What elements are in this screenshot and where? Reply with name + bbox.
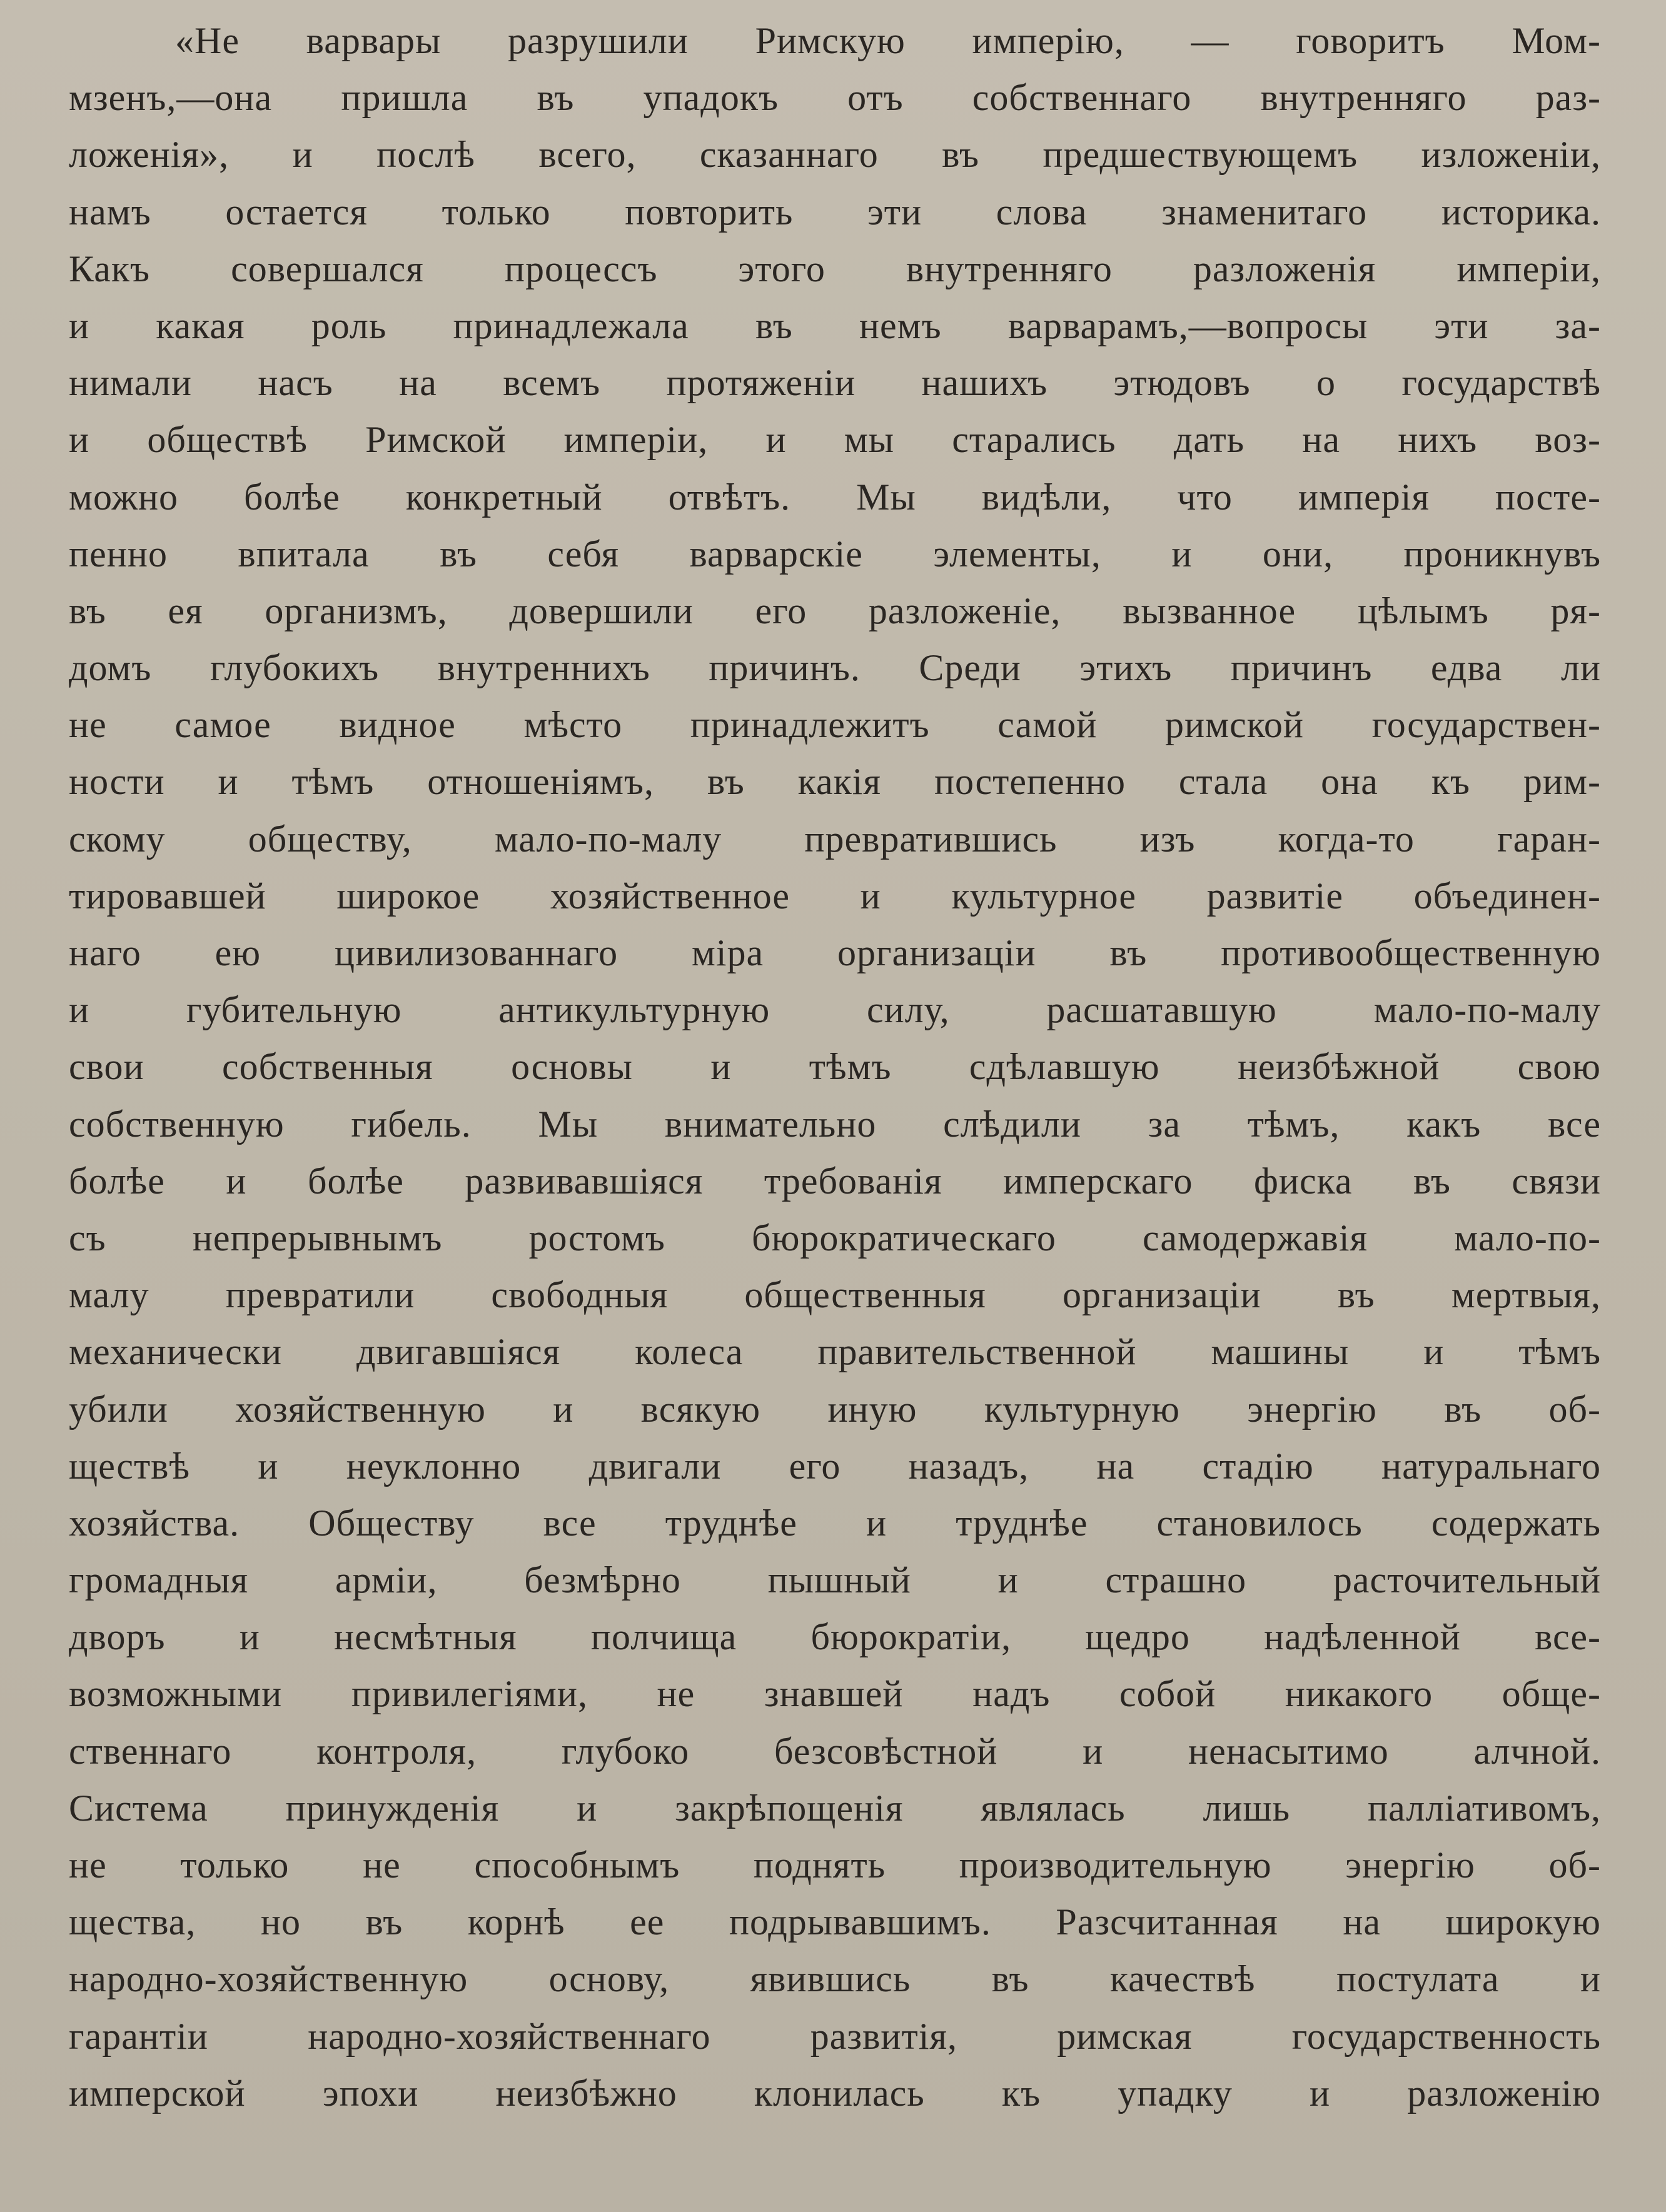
text-line: мзенъ,—она пришла въ упадокъ отъ собственнаго внутренняго раз-	[69, 77, 1601, 119]
text-line: пенно впитала въ себя варварскіе элементы, и они, проникнувъ	[69, 533, 1601, 575]
text-line: «Не варвары разрушили Римскую имперію, — говоритъ Мом-	[175, 20, 1601, 61]
text-line: можно болѣе конкретный отвѣтъ. Мы видѣли, что имперія посте-	[69, 476, 1601, 518]
text-line: хозяйства. Обществу все труднѣе и труднѣе становилось содержать	[69, 1502, 1601, 1544]
text-line: въ ея организмъ, довершили его разложеніе, вызванное цѣлымъ ря-	[69, 590, 1601, 631]
text-line: ложенія», и послѣ всего, сказаннаго въ предшествующемъ изложеніи,	[69, 134, 1601, 176]
text-line: возможными привилегіями, не знавшей надъ собой никакого обще-	[69, 1673, 1601, 1715]
text-line: не только не способнымъ поднять производительную энергію об-	[69, 1844, 1601, 1886]
text-line: болѣе и болѣе развивавшіяся требованія имперскаго фиска въ связи	[69, 1160, 1601, 1202]
text-line: дворъ и несмѣтныя полчища бюрократіи, щедро надѣленной все-	[69, 1616, 1601, 1658]
text-line: механически двигавшіяся колеса правительственной машины и тѣмъ	[69, 1331, 1601, 1373]
text-line: щества, но въ корнѣ ее подрывавшимъ. Разсчитанная на широкую	[69, 1901, 1601, 1943]
text-line: малу превратили свободныя общественныя организаціи въ мертвыя,	[69, 1274, 1601, 1316]
text-line: народно-хозяйственную основу, явившись въ качествѣ постулата и	[69, 1958, 1601, 2000]
text-line: тировавшей широкое хозяйственное и культурное развитіе объединен-	[69, 875, 1601, 917]
text-line: и обществѣ Римской имперіи, и мы старались дать на нихъ воз-	[69, 419, 1601, 461]
page-text	[69, 13, 1601, 2122]
text-line: наго ею цивилизованнаго міра организаціи въ противообщественную	[69, 932, 1601, 973]
text-line: не самое видное мѣсто принадлежитъ самой римской государствен-	[69, 704, 1601, 746]
text-line: съ непрерывнымъ ростомъ бюрократическаго самодержавія мало-по-	[69, 1217, 1601, 1259]
text-line: Какъ совершался процессъ этого внутренняго разложенія имперіи,	[69, 248, 1601, 289]
text-line: собственную гибель. Мы внимательно слѣдили за тѣмъ, какъ все	[69, 1103, 1601, 1145]
text-line: нимали насъ на всемъ протяженіи нашихъ этюдовъ о государствѣ	[69, 362, 1601, 404]
text-line: и какая роль принадлежала въ немъ варварамъ,—вопросы эти за-	[69, 304, 1601, 346]
text-line: ности и тѣмъ отношеніямъ, въ какія постепенно стала она къ рим-	[69, 761, 1601, 803]
text-line: ществѣ и неуклонно двигали его назадъ, на стадію натуральнаго	[69, 1445, 1601, 1487]
text-line: гарантіи народно-хозяйственнаго развитія, римская государственность	[69, 2015, 1601, 2057]
text-line: скому обществу, мало-по-малу превратившись изъ когда-то гаран-	[69, 818, 1601, 860]
text-line: намъ остается только повторить эти слова знаменитаго историка.	[69, 191, 1601, 233]
text-line: убили хозяйственную и всякую иную культурную энергію въ об-	[69, 1388, 1601, 1430]
text-line: свои собственныя основы и тѣмъ сдѣлавшую неизбѣжной свою	[69, 1046, 1601, 1088]
text-line: и губительную антикультурную силу, расшатавшую мало-по-малу	[69, 989, 1601, 1031]
text-line: громадныя арміи, безмѣрно пышный и страшно расточительный	[69, 1559, 1601, 1601]
text-line: Система принужденія и закрѣпощенія являлась лишь палліативомъ,	[69, 1787, 1601, 1829]
text-line: домъ глубокихъ внутреннихъ причинъ. Среди этихъ причинъ едва ли	[69, 647, 1601, 689]
text-line: имперской эпохи неизбѣжно клонилась къ упадку и разложенію	[69, 2072, 1601, 2114]
text-line: ственнаго контроля, глубоко безсовѣстной и ненасытимо алчной.	[69, 1730, 1601, 1772]
